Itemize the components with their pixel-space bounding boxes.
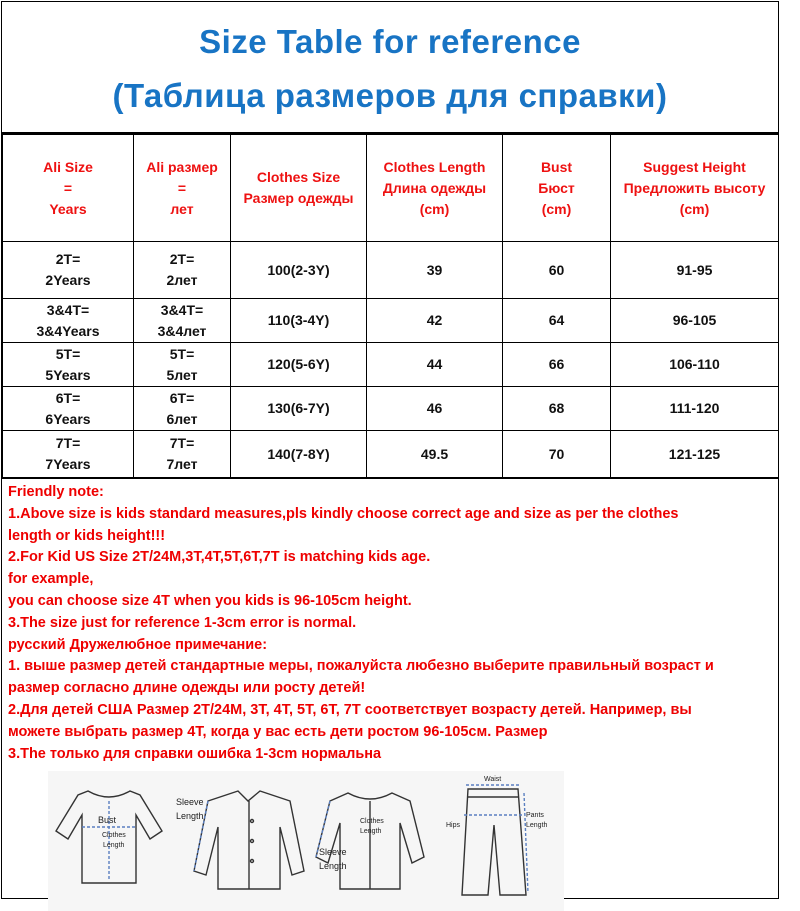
note-line: length or kids height!!! (8, 527, 166, 544)
cell-clothes-size: 120(5-6Y) (231, 343, 367, 387)
pants-diagram (462, 785, 528, 895)
cell-length: 49.5 (367, 431, 503, 478)
cell-ali-ru: 6T= 6лет (134, 387, 231, 431)
note-line: 2.For Kid US Size 2T/24M,3T,4T,5T,6T,7T is matching kids age. (8, 549, 431, 566)
jacket-diagram (316, 793, 424, 889)
table-row (3, 299, 779, 343)
size-table (2, 134, 779, 478)
cell-height: 121-125 (611, 431, 779, 478)
cell-length: 44 (367, 343, 503, 387)
label-clothes-2: Length (103, 842, 125, 850)
title-block (2, 2, 778, 134)
cell-length: 46 (367, 387, 503, 431)
cell-height: 96-105 (611, 299, 779, 343)
label-hips: Hips (446, 822, 461, 830)
cell-height: 111-120 (611, 387, 779, 431)
note-line: 1.Above size is kids standard measures,pls kindly choose correct age and size as per the clothes (8, 505, 679, 522)
label-pants-2: Length (526, 822, 548, 830)
cell-height: 91-95 (611, 242, 779, 299)
note-line: Friendly note: (8, 484, 104, 500)
note-line: русский Дружелюбное примечание: (8, 636, 268, 653)
note-line: 3.The только для справки ошибка 1-3cm нормальна (8, 745, 382, 762)
cell-clothes-size: 110(3-4Y) (231, 299, 367, 343)
size-chart (1, 1, 779, 899)
label-clothes-1: Clothes (102, 832, 126, 840)
cell-clothes-size: 140(7-8Y) (231, 431, 367, 478)
note-line: you can choose size 4T when you kids is 96-105cm height. (8, 592, 412, 609)
cell-ali-size: 7T= 7Years (3, 431, 134, 478)
cell-bust: 68 (503, 387, 611, 431)
label-pants-1: Pants (526, 812, 544, 820)
cell-ali-size: 3&4T= 3&4Years (3, 299, 134, 343)
header-height: Suggest Height Предложить высоту (cm) (611, 135, 779, 242)
cell-ali-size: 6T= 6Years (3, 387, 134, 431)
header-bust: Bust Бюст (cm) (503, 135, 611, 242)
cell-ali-ru: 2T= 2лет (134, 242, 231, 299)
cell-ali-ru: 3&4T= 3&4лет (134, 299, 231, 343)
note-line: 3.The size just for reference 1-3cm error is normal. (8, 614, 357, 631)
note-line: можете выбрать размер 4T, когда у вас есть дети ростом 96-105см. Размер (8, 723, 548, 740)
header-clothes-size: Clothes Size Размер одежды (231, 135, 367, 242)
cell-length: 39 (367, 242, 503, 299)
cell-length: 42 (367, 299, 503, 343)
table-row (3, 431, 779, 478)
label-bust: Bust (98, 815, 117, 826)
cell-height: 106-110 (611, 343, 779, 387)
cell-clothes-size: 100(2-3Y) (231, 242, 367, 299)
title-russian: (Таблица размеров для справки) (112, 77, 668, 114)
label-waist: Waist (484, 776, 502, 784)
cell-ali-size: 5T= 5Years (3, 343, 134, 387)
label-jacket-clothes-2: Length (360, 828, 382, 836)
cell-bust: 64 (503, 299, 611, 343)
cell-ali-ru: 7T= 7лет (134, 431, 231, 478)
label-sleeve-2: Length (176, 811, 204, 822)
note-line: for example, (8, 571, 94, 588)
shirt-diagram (194, 791, 304, 889)
header-row (3, 135, 779, 242)
cell-bust: 60 (503, 242, 611, 299)
cell-bust: 66 (503, 343, 611, 387)
title-english: Size Table for reference (199, 23, 581, 60)
header-clothes-length: Clothes Length Длина одежды (cm) (367, 135, 503, 242)
table-row (3, 343, 779, 387)
cell-ali-size: 2T= 2Years (3, 242, 134, 299)
note-line: 1. выше размер детей стандартные меры, пожалуйста любезно выберите правильный возраст и (8, 658, 714, 675)
header-ali-ru: Ali размер = лет (134, 135, 231, 242)
label-jacket-clothes-1: Clothes (360, 818, 384, 826)
table-row (3, 387, 779, 431)
note-line: размер согласно длине одежды или росту детей! (8, 680, 366, 697)
note-line: 2.Для детей США Размер 2T/24M, 3T, 4T, 5T, 6T, 7T соответствует возрасту детей. Например, вы (8, 701, 692, 718)
label-jacket-sleeve-1: Sleeve (319, 847, 347, 858)
table-row (3, 242, 779, 299)
measurement-diagrams (48, 771, 564, 911)
cell-clothes-size: 130(6-7Y) (231, 387, 367, 431)
label-jacket-sleeve-2: Length (319, 861, 347, 872)
cell-bust: 70 (503, 431, 611, 478)
header-ali-size: Ali Size = Years (3, 135, 134, 242)
friendly-notes (2, 478, 778, 765)
label-sleeve-1: Sleeve (176, 797, 204, 808)
cell-ali-ru: 5T= 5лет (134, 343, 231, 387)
